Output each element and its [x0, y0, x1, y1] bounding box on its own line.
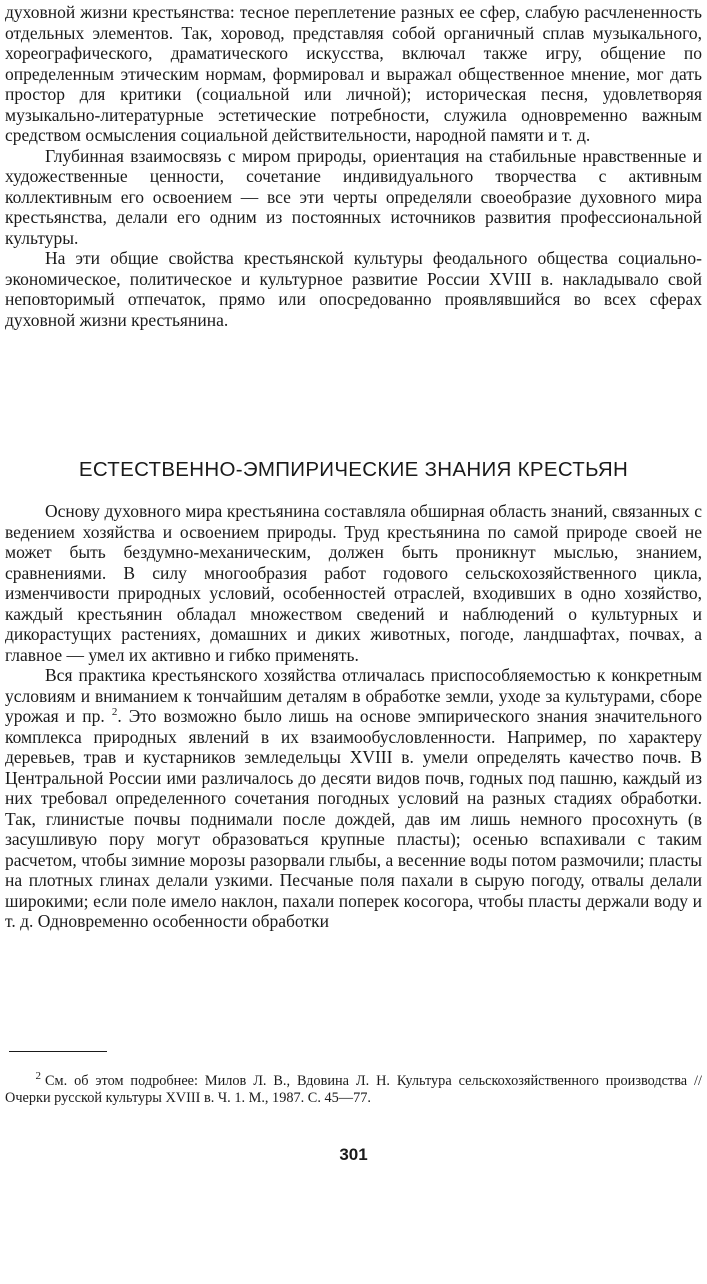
paragraph-text: . Это возможно было лишь на основе эмпирического знания значительного комплекса природных явлений в их взаимообусловленности. Например, по характеру деревьев, трав и кустарников земледельцы XVIII в. умели определять качество почв. В Центральной России ими различалось до десяти видов почв, годных под пашню, каждый из них требовал определенного сочетания погодных условий на разных стадиях обработки. Так, глинистые почвы поднимали после дождей, дав им лишь немного просохнуть (в засушливую пору могут образоваться крупные пласты); осенью вспахивали с таким расчетом, чтобы зимние морозы разорвали глыбы, а весенние воды потом размочили; пласты на плотных глинах делали узкими. Песчаные поля пахали в сырую погоду, отвалы делали широкими; если поле имело наклон, пахали поперек косогора, чтобы пласты держали воду и т. д. Одновременно особенности обработки [5, 706, 703, 931]
footnote-divider [9, 1051, 107, 1052]
footnote-reference[interactable]: 2 [111, 706, 118, 719]
footnote [5, 1070, 702, 1106]
footnote-mark: 2 [35, 1070, 41, 1083]
section-heading: ЕСТЕСТВЕННО-ЭМПИРИЧЕСКИЕ ЗНАНИЯ КРЕСТЬЯН [78, 458, 629, 481]
paragraph: Основу духовного мира крестьянина составляла обширная область знаний, связанных с ведением хозяйства и освоением природы. Труд крестьянина по самой природе своей не может быть бездумно-механическим, должен быть проникнут мыслью, знанием, сравнениями. В силу многообразия работ годового сельскохозяйственного цикла, изменчивости природных условий, особенностей отраслей, входивших в одно хозяйство, каждый крестьянин обладал множеством сведений и наблюдений о культурных и дикорастущих растениях, домашних и диких животных, погоде, ландшафтах, почвах, а главное — умел их активно и гибко применять. [5, 501, 702, 665]
footnote-text: См. об этом подробнее: Милов Л. В., Вдовина Л. Н. Культура сельскохозяйственного производства // Очерки русской культуры XVIII в. Ч. 1. М., 1987. С. 45—77. [5, 1073, 702, 1106]
paragraph-text: Вся практика крестьянского хозяйства отличалась приспособляемостью к конкретным условиям и вниманием к тончайшим деталям в обработке земли, уходе за культурами, сборе урожая и пр. [5, 665, 702, 726]
paragraph [5, 665, 702, 932]
paragraph: духовной жизни крестьянства: тесное переплетение разных ее сфер, слабую расчлененность отдельных элементов. Так, хоровод, представляя собой органичный сплав музыкального, хореографического, драматического искусства, включал также игру, общение по определенным этическим нормам, формировал и выражал общественное мнение, мог дать простор для критики (социальной или личной); историческая песня, удовлетворяя музыкально-литературные эстетические потребности, служила одновременно важным средством осмысления социальной действительности, народной памяти и т. д. [5, 2, 702, 145]
paragraph: На эти общие свойства крестьянской культуры феодального общества социально-экономическое, политическое и культурное развитие России XVIII в. накладывало свой неповторимый отпечаток, прямо или опосредованно проявлявшийся во всех сферах духовной жизни крестьянина. [5, 248, 702, 330]
paragraph: Глубинная взаимосвязь с миром природы, ориентация на стабильные нравственные и художественные ценности, сочетание индивидуального творчества с активным коллективным его освоением — все эти черты определяли своеобразие духовного мира крестьянства, делали его одним из постоянных источников развития профессиональной культуры. [5, 145, 702, 248]
intro-text [5, 2, 702, 330]
section-text [5, 501, 702, 932]
page-number: 301 [339, 1145, 368, 1164]
